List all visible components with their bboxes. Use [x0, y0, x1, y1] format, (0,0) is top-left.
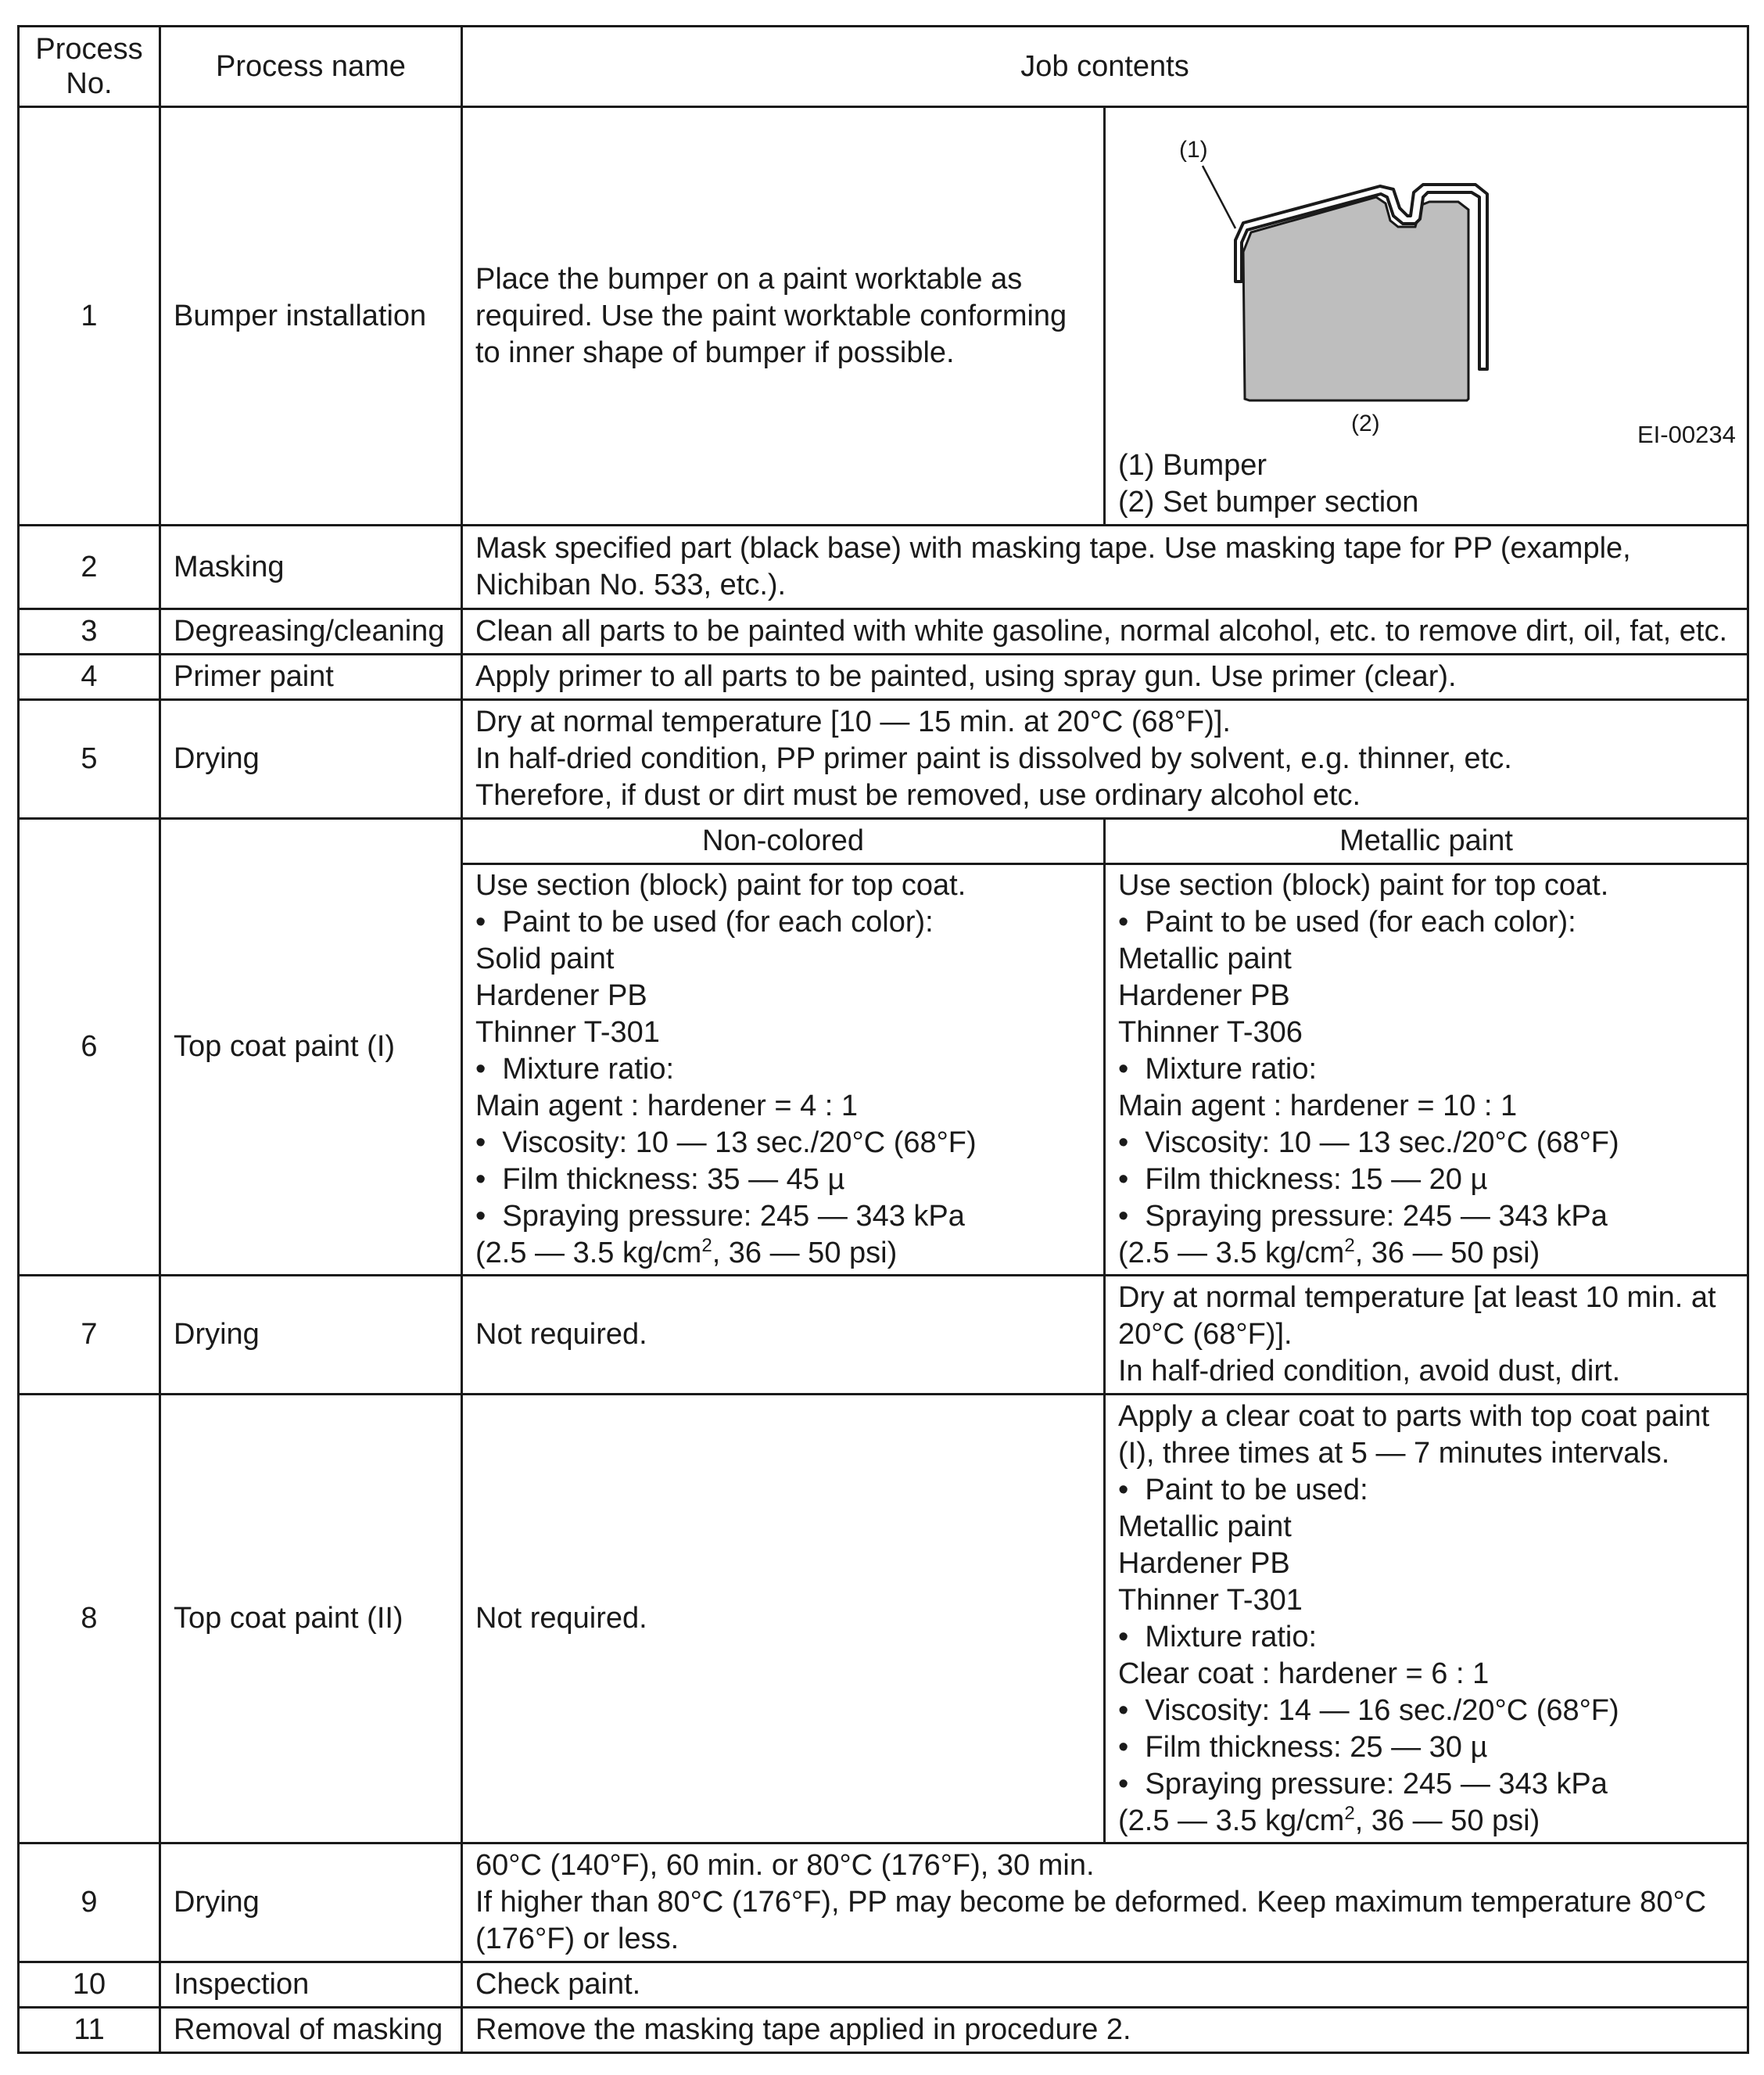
pressure-text: , 36 — 50 psi) — [1354, 1804, 1540, 1837]
table-row — [19, 1276, 1748, 1395]
pressure-text: (2.5 — 3.5 kg/cm — [475, 1237, 702, 1269]
bullet-item: • Spraying pressure: 245 — 343 kPa — [1118, 1766, 1734, 1803]
content-line: Hardener PB — [1118, 979, 1290, 1012]
pressure-text: (2.5 — 3.5 kg/cm — [1118, 1804, 1345, 1837]
set-bumper-section-shape — [1243, 197, 1468, 400]
content-line: Hardener PB — [475, 979, 647, 1012]
bullet-item: • Paint to be used: — [1118, 1472, 1734, 1509]
content-line: Metallic paint — [1118, 942, 1292, 975]
callout-1-leader — [1203, 166, 1235, 228]
process-number: 5 — [19, 700, 160, 819]
process-name: Bumper installation — [160, 107, 462, 526]
pressure-text: , 36 — 50 psi) — [1354, 1237, 1540, 1269]
process-name: Inspection — [160, 1962, 462, 2008]
process-number: 10 — [19, 1962, 160, 2008]
callout-2-label: (2) — [1351, 411, 1380, 436]
table-row — [19, 2008, 1748, 2053]
content-line: Clean all parts to be painted with white gasoline, normal alcohol, etc. to remove dirt, oil, fat, etc. — [475, 615, 1728, 648]
job-content — [462, 655, 1748, 700]
content-line: Remove the masking tape applied in procedure 2. — [475, 2013, 1131, 2046]
process-number: 8 — [19, 1395, 160, 1843]
bullet-item: • Mixture ratio: — [475, 1051, 1091, 1088]
job-content — [462, 526, 1748, 609]
superscript: 2 — [1344, 1802, 1355, 1824]
content-line: 60°C (140°F), 60 min. or 80°C (176°F), 30 min. — [475, 1849, 1095, 1882]
content-line — [1118, 1803, 1734, 1840]
content-line: Mask specified part (black base) with masking tape. Use masking tape for PP (example, — [475, 532, 1631, 565]
content-line: Use section (block) paint for top coat. — [1118, 869, 1609, 902]
process-name: Drying — [160, 1276, 462, 1395]
content-line: Check paint. — [475, 1968, 641, 2001]
content-line: Nichiban No. 533, etc.). — [475, 569, 787, 601]
content-line: Therefore, if dust or dirt must be removed, use ordinary alcohol etc. — [475, 779, 1361, 812]
legend-item: (1) Bumper — [1118, 449, 1267, 482]
legend-item: (2) Set bumper section — [1118, 486, 1419, 519]
process-number: 4 — [19, 655, 160, 700]
content-line: Thinner T-301 — [1118, 1583, 1303, 1617]
process-number: 2 — [19, 526, 160, 609]
content-line: required. Use the paint worktable conforming — [475, 299, 1067, 332]
table-row — [19, 700, 1748, 819]
content-line: Main agent : hardener = 4 : 1 — [475, 1090, 859, 1122]
process-name: Top coat paint (I) — [160, 819, 462, 1276]
content-line: to inner shape of bumper if possible. — [475, 336, 955, 369]
content-line: (I), three times at 5 — 7 minutes intervals. — [1118, 1436, 1670, 1470]
content-line: (176°F) or less. — [475, 1922, 679, 1955]
metallic-spec — [1105, 864, 1748, 1276]
content-line: Apply a clear coat to parts with top coat paint — [1118, 1399, 1710, 1433]
process-number: 11 — [19, 2008, 160, 2053]
process-name: Removal of masking — [160, 2008, 462, 2053]
process-name: Degreasing/cleaning — [160, 609, 462, 655]
content-line: Hardener PB — [1118, 1546, 1290, 1580]
process-table — [17, 25, 1749, 2054]
non-colored-spec: Not required. — [462, 1276, 1105, 1395]
table-row — [19, 1843, 1748, 1962]
content-line: In half-dried condition, PP primer paint is dissolved by solvent, e.g. thinner, etc. — [475, 742, 1512, 775]
pressure-text: , 36 — 50 psi) — [712, 1237, 898, 1269]
job-content — [462, 609, 1748, 655]
bullet-item: • Viscosity: 10 — 13 sec./20°C (68°F) — [475, 1125, 1091, 1161]
figure-code: EI-00234 — [1637, 421, 1736, 448]
process-name: Primer paint — [160, 655, 462, 700]
subheader-metallic-paint: Metallic paint — [1105, 819, 1748, 864]
bullet-item: • Film thickness: 25 — 30 µ — [1118, 1729, 1734, 1766]
table-row — [19, 1395, 1748, 1843]
content-line: In half-dried condition, avoid dust, dirt. — [1118, 1355, 1621, 1388]
header-job-contents: Job contents — [462, 27, 1748, 107]
superscript: 2 — [701, 1235, 712, 1256]
content-line: Metallic paint — [1118, 1510, 1292, 1543]
process-number: 1 — [19, 107, 160, 526]
process-name: Top coat paint (II) — [160, 1395, 462, 1843]
content-line: Use section (block) paint for top coat. — [475, 869, 966, 902]
job-content — [462, 1962, 1748, 2008]
callout-1-label: (1) — [1179, 137, 1208, 163]
content-line: Place the bumper on a paint worktable as — [475, 262, 1023, 296]
content-line: Thinner T-306 — [1118, 1016, 1303, 1049]
bumper-figure-cell — [1105, 107, 1748, 526]
content-line: Apply primer to all parts to be painted, using spray gun. Use primer (clear). — [475, 660, 1457, 693]
superscript: 2 — [1344, 1235, 1355, 1256]
table-row — [19, 655, 1748, 700]
bumper-section-diagram — [1118, 111, 1736, 447]
pressure-text: (2.5 — 3.5 kg/cm — [1118, 1237, 1345, 1269]
job-content — [462, 2008, 1748, 2053]
metallic-spec — [1105, 1276, 1748, 1395]
process-number: 6 — [19, 819, 160, 1276]
bullet-item: • Mixture ratio: — [1118, 1619, 1734, 1656]
bullet-item: • Spraying pressure: 245 — 343 kPa — [1118, 1198, 1734, 1235]
content-line: 20°C (68°F)]. — [1118, 1318, 1293, 1351]
process-number: 9 — [19, 1843, 160, 1962]
content-line — [1118, 1235, 1734, 1272]
bullet-item: • Viscosity: 10 — 13 sec./20°C (68°F) — [1118, 1125, 1734, 1161]
table-row — [19, 526, 1748, 609]
content-line: Thinner T-301 — [475, 1016, 660, 1049]
bullet-item: • Film thickness: 15 — 20 µ — [1118, 1161, 1734, 1198]
table-row — [19, 819, 1748, 864]
bullet-item: • Film thickness: 35 — 45 µ — [475, 1161, 1091, 1198]
process-name: Drying — [160, 1843, 462, 1962]
metallic-spec — [1105, 1395, 1748, 1843]
subheader-non-colored: Non-colored — [462, 819, 1105, 864]
content-line: Dry at normal temperature [at least 10 min. at — [1118, 1281, 1716, 1314]
bullet-item: • Viscosity: 14 — 16 sec./20°C (68°F) — [1118, 1693, 1734, 1729]
job-content — [462, 107, 1105, 526]
process-name: Drying — [160, 700, 462, 819]
bumper-figure — [1118, 111, 1734, 447]
job-content — [462, 1843, 1748, 1962]
process-number: 7 — [19, 1276, 160, 1395]
content-line — [475, 1235, 1091, 1272]
content-line: Dry at normal temperature [10 — 15 min. at 20°C (68°F)]. — [475, 705, 1231, 738]
header-process-name: Process name — [160, 27, 462, 107]
content-line: Solid paint — [475, 942, 615, 975]
process-number: 3 — [19, 609, 160, 655]
non-colored-spec — [462, 864, 1105, 1276]
bullet-item: • Mixture ratio: — [1118, 1051, 1734, 1088]
job-content — [462, 700, 1748, 819]
table-row — [19, 1962, 1748, 2008]
content-line: Clear coat : hardener = 6 : 1 — [1118, 1657, 1490, 1690]
header-process-no: Process No. — [19, 27, 160, 107]
bullet-item: • Spraying pressure: 245 — 343 kPa — [475, 1198, 1091, 1235]
bullet-item: • Paint to be used (for each color): — [1118, 904, 1734, 941]
table-row — [19, 609, 1748, 655]
process-name: Masking — [160, 526, 462, 609]
content-line: Main agent : hardener = 10 : 1 — [1118, 1090, 1518, 1122]
table-row — [19, 107, 1748, 526]
non-colored-spec: Not required. — [462, 1395, 1105, 1843]
content-line: If higher than 80°C (176°F), PP may become be deformed. Keep maximum temperature 80°C — [475, 1886, 1707, 1919]
header-row — [19, 27, 1748, 107]
bullet-item: • Paint to be used (for each color): — [475, 904, 1091, 941]
